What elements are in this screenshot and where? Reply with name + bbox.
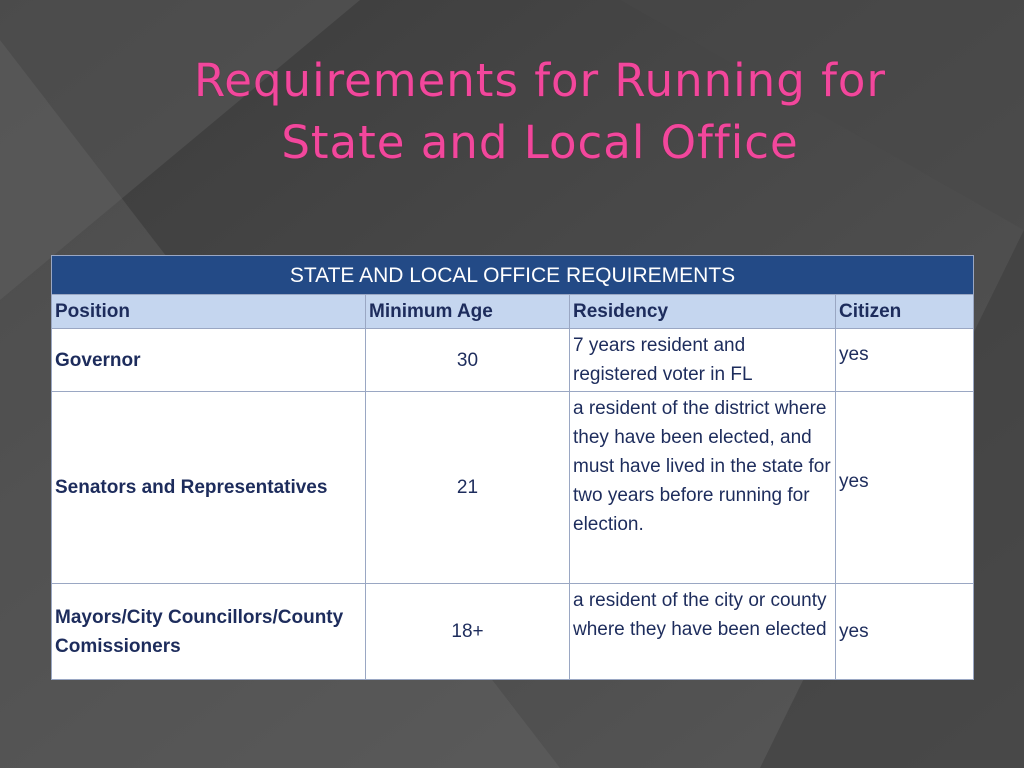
residency-cell: a resident of the district where they have been elected, and must have lived in the state for two years before running for election. xyxy=(570,392,836,584)
column-header-residency: Residency xyxy=(570,295,836,329)
column-header-citizen: Citizen xyxy=(836,295,974,329)
table-row-senators xyxy=(52,392,974,584)
residency-cell: 7 years resident and registered voter in FL xyxy=(570,329,836,392)
column-header-position: Position xyxy=(52,295,366,329)
age-cell: 30 xyxy=(366,329,570,392)
citizen-cell xyxy=(836,329,974,392)
requirements-table xyxy=(51,255,974,680)
citizen-value: yes xyxy=(839,471,869,492)
position-cell: Senators and Representatives xyxy=(52,392,366,584)
slide-title-line-2: State and Local Office xyxy=(281,116,799,169)
citizen-cell xyxy=(836,584,974,680)
slide-title xyxy=(60,50,1020,174)
citizen-cell xyxy=(836,392,974,584)
age-cell: 21 xyxy=(366,392,570,584)
table-row-mayors xyxy=(52,584,974,680)
table-row-governor xyxy=(52,329,974,392)
citizen-value: yes xyxy=(839,343,869,365)
residency-cell: a resident of the city or county where they have been elected xyxy=(570,584,836,680)
slide-title-line-1: Requirements for Running for xyxy=(194,54,886,107)
column-header-minimum-age: Minimum Age xyxy=(366,295,570,329)
position-cell: Mayors/City Councillors/County Comissioners xyxy=(52,584,366,680)
position-cell: Governor xyxy=(52,329,366,392)
citizen-value: yes xyxy=(839,621,869,642)
age-cell: 18+ xyxy=(366,584,570,680)
table-caption: STATE AND LOCAL OFFICE REQUIREMENTS xyxy=(52,256,974,295)
